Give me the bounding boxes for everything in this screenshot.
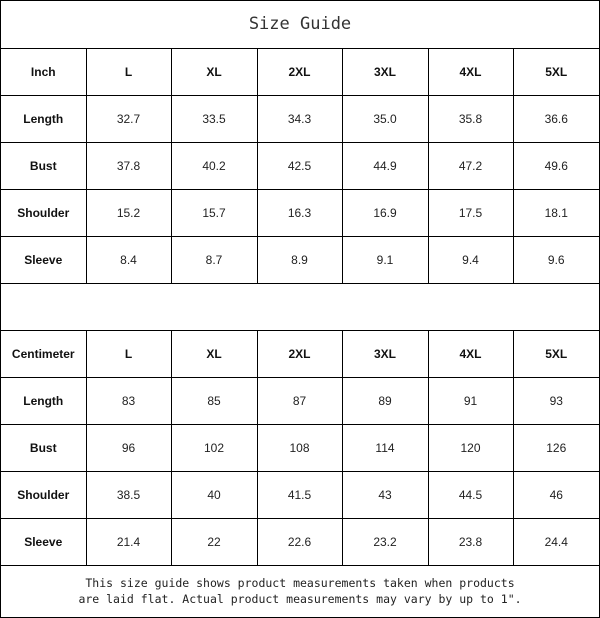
size-header: 5XL [513,331,599,378]
size-header: 4XL [428,331,513,378]
table-cell: 33.5 [171,96,257,143]
size-header: L [86,331,171,378]
table-cell: 16.9 [342,190,428,237]
table-cell: 15.2 [86,190,171,237]
table-cell: 8.4 [86,237,171,284]
size-header: L [86,49,171,96]
table-cell: 9.1 [342,237,428,284]
table-cell: 8.9 [257,237,342,284]
table-cell: 40.2 [171,143,257,190]
table-cell: 44.9 [342,143,428,190]
table-row [1,190,599,237]
table-cell: 22 [171,519,257,566]
table-cell: 43 [342,472,428,519]
size-header: 2XL [257,331,342,378]
row-label: Sleeve [1,519,86,566]
unit-label-centimeter: Centimeter [1,331,86,378]
table-row [1,378,599,425]
unit-label-inch: Inch [1,49,86,96]
size-guide-title: Size Guide [1,1,599,49]
table-cell: 32.7 [86,96,171,143]
table-cell: 89 [342,378,428,425]
table-row [1,143,599,190]
table-cell: 46 [513,472,599,519]
table-cell: 15.7 [171,190,257,237]
table-cell: 87 [257,378,342,425]
table-row [1,237,599,284]
table-cell: 102 [171,425,257,472]
table-cell: 38.5 [86,472,171,519]
table-cell: 35.8 [428,96,513,143]
table-cell: 23.8 [428,519,513,566]
row-label: Bust [1,425,86,472]
table-cell: 37.8 [86,143,171,190]
table-row [1,472,599,519]
table-cell: 93 [513,378,599,425]
row-label: Length [1,96,86,143]
size-header: 4XL [428,49,513,96]
table-cell: 9.4 [428,237,513,284]
table-cell: 42.5 [257,143,342,190]
size-header: 3XL [342,49,428,96]
row-label: Length [1,378,86,425]
table-cell: 23.2 [342,519,428,566]
table-cell: 41.5 [257,472,342,519]
table-row [1,96,599,143]
table-cell: 120 [428,425,513,472]
table-cell: 18.1 [513,190,599,237]
table-cell: 108 [257,425,342,472]
note-line: are laid flat. Actual product measurements may vary by up to 1". [78,592,522,606]
table-cell: 47.2 [428,143,513,190]
table-separator [1,284,599,331]
inch-header-row [1,49,599,96]
table-cell: 85 [171,378,257,425]
table-cell: 21.4 [86,519,171,566]
table-cell: 49.6 [513,143,599,190]
table-cell: 8.7 [171,237,257,284]
table-cell: 16.3 [257,190,342,237]
table-cell: 91 [428,378,513,425]
table-cell: 114 [342,425,428,472]
table-cell: 36.6 [513,96,599,143]
centimeter-table [1,331,599,566]
table-cell: 83 [86,378,171,425]
table-cell: 22.6 [257,519,342,566]
row-label: Bust [1,143,86,190]
table-row [1,519,599,566]
table-row [1,425,599,472]
size-header: 2XL [257,49,342,96]
size-header: XL [171,49,257,96]
inch-table [1,49,599,284]
table-cell: 44.5 [428,472,513,519]
table-cell: 96 [86,425,171,472]
table-cell: 9.6 [513,237,599,284]
table-cell: 17.5 [428,190,513,237]
table-cell: 34.3 [257,96,342,143]
table-cell: 35.0 [342,96,428,143]
row-label: Shoulder [1,472,86,519]
measurement-note [1,566,599,607]
table-cell: 24.4 [513,519,599,566]
note-line: This size guide shows product measurements taken when products [85,576,515,590]
size-header: 3XL [342,331,428,378]
size-header: 5XL [513,49,599,96]
table-cell: 40 [171,472,257,519]
size-header: XL [171,331,257,378]
row-label: Shoulder [1,190,86,237]
table-cell: 126 [513,425,599,472]
row-label: Sleeve [1,237,86,284]
centimeter-header-row [1,331,599,378]
